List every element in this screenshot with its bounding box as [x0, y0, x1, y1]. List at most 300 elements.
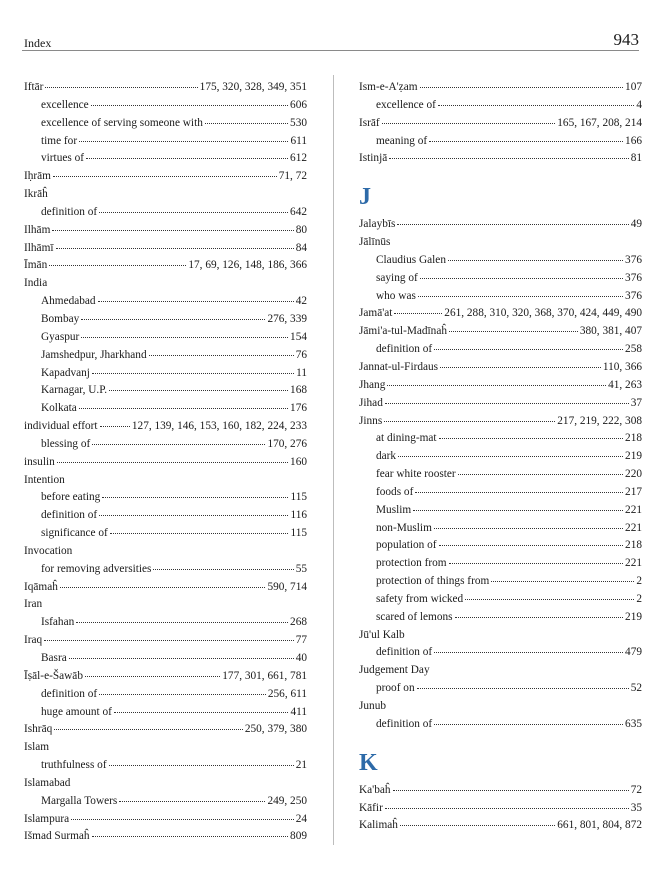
- index-subentry: [359, 502, 642, 520]
- entry-pages: 84: [295, 241, 307, 254]
- index-subentry: [359, 97, 642, 115]
- entry-term: insulin: [24, 455, 55, 468]
- dot-leader: [79, 408, 288, 409]
- entry-pages: 24: [295, 812, 307, 825]
- index-entry: [24, 275, 307, 293]
- entry-pages: 380, 381, 407: [579, 325, 642, 338]
- dot-leader: [389, 158, 628, 159]
- entry-term: Islamabad: [24, 776, 71, 789]
- entry-pages: 2: [636, 592, 642, 605]
- index-entry: [24, 79, 307, 97]
- entry-pages: 809: [290, 830, 307, 843]
- entry-term: huge amount of: [41, 705, 112, 718]
- entry-pages: 127, 139, 146, 153, 160, 182, 224, 233: [131, 420, 307, 433]
- entry-term: Kalimaĥ: [359, 819, 398, 832]
- dot-leader: [385, 808, 629, 809]
- index-subentry: [24, 686, 307, 704]
- entry-term: Ka'baĥ: [359, 783, 391, 796]
- entry-pages: 35: [630, 801, 642, 814]
- entry-term: non-Muslim: [376, 521, 432, 534]
- entry-pages: 376: [625, 271, 642, 284]
- index-subentry: [359, 680, 642, 698]
- entry-pages: 52: [630, 682, 642, 695]
- dot-leader: [119, 801, 265, 802]
- entry-pages: 4: [636, 98, 642, 111]
- index-subentry: [359, 341, 642, 359]
- dot-leader: [400, 825, 555, 826]
- index-entry: [359, 395, 642, 413]
- index-entry: [24, 579, 307, 597]
- entry-term: virtues of: [41, 152, 84, 165]
- entry-pages: 11: [296, 366, 307, 379]
- dot-leader: [45, 87, 197, 88]
- dot-leader: [418, 296, 623, 297]
- index-subentry: [24, 133, 307, 151]
- entry-pages: 217: [625, 485, 642, 498]
- entry-pages: 221: [625, 503, 642, 516]
- dot-leader: [92, 444, 265, 445]
- index-entry: [359, 817, 642, 835]
- entry-pages: 165, 167, 208, 214: [557, 116, 642, 129]
- index-entry: [24, 472, 307, 490]
- index-column-left: [24, 79, 307, 846]
- entry-pages: 249, 250: [267, 794, 307, 807]
- index-entry: [359, 359, 642, 377]
- index-entry: [24, 632, 307, 650]
- entry-term: Margalla Towers: [41, 794, 118, 807]
- dot-leader: [109, 390, 288, 391]
- dot-leader: [44, 640, 294, 641]
- entry-pages: 217, 219, 222, 308: [557, 414, 642, 427]
- index-subentry: [24, 561, 307, 579]
- index-subentry: [24, 650, 307, 668]
- index-entry: [24, 168, 307, 186]
- dot-leader: [54, 729, 243, 730]
- index-entry: [24, 721, 307, 739]
- entry-term: protection from: [376, 557, 447, 570]
- dot-leader: [491, 581, 634, 582]
- entry-term: Iftār: [24, 81, 44, 93]
- entry-term: proof on: [376, 682, 415, 695]
- entry-pages: 661, 801, 804, 872: [557, 819, 642, 832]
- entry-pages: 218: [625, 432, 642, 445]
- dot-leader: [398, 456, 623, 457]
- entry-pages: 116: [290, 509, 307, 522]
- entry-term: Judgement Day: [359, 664, 430, 677]
- entry-term: scared of lemons: [376, 610, 453, 623]
- dot-leader: [434, 724, 623, 725]
- index-entry: [359, 79, 642, 97]
- dot-leader: [455, 617, 624, 618]
- dot-leader: [420, 278, 623, 279]
- dot-leader: [114, 712, 289, 713]
- entry-term: safety from wicked: [376, 592, 464, 605]
- entry-pages: 479: [625, 646, 642, 659]
- entry-term: population of: [376, 539, 437, 552]
- entry-term: Ahmedabad: [41, 295, 96, 308]
- entry-pages: 261, 288, 310, 320, 368, 370, 424, 449, 490: [444, 307, 642, 320]
- index-entry: [359, 627, 642, 645]
- dot-leader: [384, 421, 555, 422]
- dot-leader: [434, 528, 623, 529]
- entry-pages: 42: [295, 295, 307, 308]
- index-subentry: [359, 288, 642, 306]
- entry-pages: 72: [630, 783, 642, 796]
- dot-leader: [53, 176, 277, 177]
- index-column-right: [359, 79, 642, 835]
- dot-leader: [387, 385, 606, 386]
- dot-leader: [397, 224, 628, 225]
- index-subentry: [359, 270, 642, 288]
- entry-pages: 80: [295, 223, 307, 236]
- index-entry: [359, 305, 642, 323]
- index-subentry: [24, 525, 307, 543]
- entry-term: Iran: [24, 598, 43, 611]
- index-entry: [24, 257, 307, 275]
- index-subentry: [24, 204, 307, 222]
- index-subentry: [24, 347, 307, 365]
- index-subentry: [24, 757, 307, 775]
- index-subentry: [24, 489, 307, 507]
- dot-leader: [439, 545, 623, 546]
- entry-term: Gyaspur: [41, 330, 80, 343]
- index-entry: [359, 115, 642, 133]
- index-subentry: [24, 329, 307, 347]
- index-entry: [359, 216, 642, 234]
- entry-term: time for: [41, 134, 78, 147]
- entry-pages: 176: [290, 402, 307, 415]
- entry-term: Jinns: [359, 414, 383, 427]
- entry-pages: 221: [625, 557, 642, 570]
- entry-pages: 168: [290, 384, 307, 397]
- dot-leader: [81, 319, 265, 320]
- dot-leader: [102, 497, 288, 498]
- entry-term: Invocation: [24, 544, 73, 557]
- dot-leader: [92, 373, 294, 374]
- entry-term: excellence of: [376, 98, 436, 111]
- entry-pages: 41, 263: [608, 378, 642, 391]
- index-entry: [24, 454, 307, 472]
- index-subentry: [24, 614, 307, 632]
- entry-pages: 276, 339: [267, 312, 307, 325]
- dot-leader: [449, 563, 623, 564]
- entry-term: Claudius Galen: [376, 253, 446, 266]
- entry-term: Islampura: [24, 812, 70, 825]
- dot-leader: [79, 141, 288, 142]
- entry-term: Jhang: [359, 378, 386, 391]
- entry-pages: 218: [625, 539, 642, 552]
- column-divider: [333, 75, 334, 845]
- index-entry: [24, 222, 307, 240]
- entry-pages: 115: [290, 527, 307, 540]
- entry-term: Muslim: [376, 503, 412, 516]
- entry-pages: 2: [636, 575, 642, 588]
- index-subentry: [359, 644, 642, 662]
- entry-pages: 71, 72: [278, 170, 307, 183]
- index-subentry: [359, 252, 642, 270]
- dot-leader: [438, 105, 634, 106]
- entry-term: Išmad Surmaĥ: [24, 830, 90, 843]
- entry-pages: 612: [290, 152, 307, 165]
- entry-term: Isrāf: [359, 116, 380, 129]
- entry-term: Isfahan: [41, 616, 75, 629]
- entry-pages: 530: [290, 116, 307, 129]
- entry-term: foods of: [376, 485, 414, 498]
- dot-leader: [98, 301, 294, 302]
- dot-leader: [434, 349, 623, 350]
- index-entry: [24, 596, 307, 614]
- entry-term: fear white rooster: [376, 468, 456, 481]
- dot-leader: [153, 569, 293, 570]
- index-subentry: [359, 609, 642, 627]
- index-subentry: [24, 400, 307, 418]
- entry-term: Intention: [24, 473, 65, 486]
- entry-term: definition of: [41, 509, 98, 522]
- index-entry: [359, 662, 642, 680]
- entry-term: definition of: [376, 717, 433, 730]
- entry-term: Istinjā: [359, 152, 388, 165]
- entry-term: Iḥrām: [24, 170, 51, 183]
- index-subentry: [24, 115, 307, 133]
- dot-leader: [429, 141, 623, 142]
- index-entry: [24, 828, 307, 846]
- entry-pages: 40: [295, 652, 307, 664]
- index-subentry: [359, 133, 642, 151]
- page-number: 943: [613, 30, 639, 49]
- entry-term: individual effort: [24, 420, 98, 433]
- dot-leader: [99, 212, 288, 213]
- entry-pages: 166: [625, 134, 642, 147]
- index-entry: [24, 418, 307, 436]
- entry-term: protection of things from: [376, 575, 490, 588]
- entry-term: Jū'ul Kalb: [359, 628, 405, 641]
- entry-term: Junub: [359, 700, 386, 712]
- dot-leader: [149, 355, 294, 356]
- entry-term: Iqāmaĥ: [24, 580, 58, 593]
- index-subentry: [24, 793, 307, 811]
- entry-term: Ilhām: [24, 223, 51, 236]
- entry-term: Iraq: [24, 634, 43, 647]
- entry-term: Ishrāq: [24, 723, 53, 736]
- index-entry: [359, 800, 642, 818]
- index-entry: [359, 377, 642, 395]
- index-entry: [359, 698, 642, 716]
- running-head-title: Index: [24, 36, 52, 50]
- index-subentry: [24, 150, 307, 168]
- entry-pages: 77: [295, 634, 307, 647]
- entry-term: Basra: [41, 652, 67, 664]
- index-subentry: [359, 573, 642, 591]
- entry-pages: 220: [625, 468, 642, 481]
- dot-leader: [69, 658, 294, 659]
- dot-leader: [109, 765, 294, 766]
- dot-leader: [99, 515, 288, 516]
- entry-term: Jamshedpur, Jharkhand: [41, 348, 147, 361]
- index-subentry: [359, 430, 642, 448]
- entry-term: Bombay: [41, 312, 80, 325]
- entry-pages: 76: [295, 348, 307, 361]
- entry-term: Jihad: [359, 396, 383, 409]
- entry-term: definition of: [376, 343, 433, 356]
- dot-leader: [57, 462, 288, 463]
- entry-term: Islam: [24, 741, 50, 754]
- dot-leader: [205, 123, 288, 124]
- index-entry: [24, 543, 307, 561]
- entry-term: Īṣāl-e-Šawāb: [24, 669, 83, 682]
- dot-leader: [393, 790, 629, 791]
- entry-term: Jamā'at: [359, 307, 393, 320]
- dot-leader: [415, 492, 623, 493]
- entry-pages: 606: [290, 98, 307, 111]
- index-subentry: [359, 591, 642, 609]
- entry-term: Īmān: [24, 259, 48, 272]
- entry-term: definition of: [376, 646, 433, 659]
- entry-pages: 21: [295, 759, 307, 772]
- entry-term: truthfulness of: [41, 759, 107, 772]
- index-entry: [359, 234, 642, 252]
- dot-leader: [110, 533, 289, 534]
- entry-pages: 250, 379, 380: [244, 723, 307, 736]
- index-entry: [24, 739, 307, 757]
- entry-term: at dining-mat: [376, 432, 437, 445]
- entry-term: Karnagar, U.P.: [41, 384, 108, 397]
- index-entry: [24, 775, 307, 793]
- index-subentry: [359, 448, 642, 466]
- dot-leader: [417, 688, 629, 689]
- index-subentry: [359, 466, 642, 484]
- dot-leader: [60, 587, 266, 588]
- entry-pages: 37: [630, 396, 642, 409]
- index-subentry: [24, 382, 307, 400]
- entry-term: for removing adversities: [41, 562, 152, 575]
- entry-term: Kāfir: [359, 801, 383, 814]
- dot-leader: [85, 676, 220, 677]
- entry-pages: 642: [290, 205, 307, 218]
- entry-pages: 268: [290, 616, 307, 629]
- dot-leader: [465, 599, 634, 600]
- entry-term: Jalaybīs: [359, 218, 396, 231]
- dot-leader: [49, 265, 186, 266]
- dot-leader: [420, 87, 624, 88]
- entry-term: definition of: [41, 205, 98, 218]
- entry-pages: 160: [290, 455, 307, 468]
- dot-leader: [458, 474, 623, 475]
- index-subentry: [359, 537, 642, 555]
- entry-term: dark: [376, 450, 397, 463]
- dot-leader: [92, 836, 288, 837]
- entry-term: India: [24, 277, 48, 290]
- dot-leader: [385, 403, 629, 404]
- entry-term: excellence of serving someone with: [41, 116, 203, 129]
- entry-pages: 611: [290, 134, 307, 147]
- entry-pages: 258: [625, 343, 642, 356]
- index-subentry: [24, 293, 307, 311]
- entry-term: before eating: [41, 491, 101, 504]
- entry-pages: 110, 366: [602, 360, 642, 373]
- entry-term: Ilhāmī: [24, 241, 54, 254]
- dot-leader: [91, 105, 288, 106]
- index-subentry: [359, 484, 642, 502]
- section-letter: J: [359, 184, 371, 211]
- entry-term: Jāmi'a-tul-Madīnaĥ: [359, 325, 447, 338]
- entry-pages: 49: [630, 218, 642, 231]
- entry-term: definition of: [41, 687, 98, 700]
- entry-term: saying of: [376, 271, 418, 284]
- page-header: [22, 28, 639, 51]
- entry-term: significance of: [41, 527, 108, 540]
- index-subentry: [24, 507, 307, 525]
- entry-term: Jannat-ul-Firdaus: [359, 360, 439, 373]
- entry-term: blessing of: [41, 437, 91, 450]
- entry-pages: 590, 714: [267, 580, 307, 593]
- index-subentry: [359, 555, 642, 573]
- index-entry: [359, 413, 642, 431]
- dot-leader: [382, 123, 556, 124]
- dot-leader: [76, 622, 288, 623]
- entry-term: Jālīnūs: [359, 236, 391, 249]
- entry-pages: 107: [625, 81, 642, 93]
- entry-pages: 55: [295, 562, 307, 575]
- index-entry: [359, 782, 642, 800]
- entry-pages: 170, 276: [267, 437, 307, 450]
- entry-pages: 175, 320, 328, 349, 351: [199, 81, 307, 93]
- dot-leader: [52, 230, 293, 231]
- entry-pages: 177, 301, 661, 781: [222, 669, 307, 682]
- dot-leader: [81, 337, 288, 338]
- entry-term: who was: [376, 289, 416, 302]
- dot-leader: [100, 426, 130, 427]
- dot-leader: [56, 248, 294, 249]
- index-entry: [24, 240, 307, 258]
- dot-leader: [71, 819, 294, 820]
- entry-pages: 256, 611: [267, 687, 307, 700]
- entry-pages: 376: [625, 289, 642, 302]
- entry-pages: 81: [630, 152, 642, 165]
- entry-pages: 635: [625, 717, 642, 730]
- entry-term: Ism-e-A'ẓam: [359, 81, 418, 93]
- entry-pages: 154: [290, 330, 307, 343]
- index-subentry: [359, 716, 642, 734]
- dot-leader: [449, 331, 578, 332]
- dot-leader: [434, 652, 623, 653]
- dot-leader: [413, 510, 623, 511]
- dot-leader: [99, 694, 266, 695]
- index-subentry: [359, 520, 642, 538]
- entry-pages: 411: [290, 705, 307, 718]
- index-subentry: [24, 436, 307, 454]
- section-letter: K: [359, 749, 378, 776]
- index-subentry: [24, 365, 307, 383]
- entry-term: Ikrāĥ: [24, 188, 48, 201]
- index-subentry: [24, 704, 307, 722]
- entry-term: Kolkata: [41, 402, 77, 415]
- index-entry: [24, 811, 307, 829]
- entry-pages: 376: [625, 253, 642, 266]
- entry-pages: 219: [625, 450, 642, 463]
- entry-pages: 17, 69, 126, 148, 186, 366: [188, 259, 307, 272]
- entry-term: Kapadvanj: [41, 366, 90, 379]
- index-entry: [359, 323, 642, 341]
- entry-term: excellence: [41, 98, 89, 111]
- entry-pages: 221: [625, 521, 642, 534]
- entry-term: meaning of: [376, 134, 428, 147]
- dot-leader: [86, 158, 288, 159]
- dot-leader: [448, 260, 623, 261]
- index-entry: [24, 668, 307, 686]
- entry-pages: 115: [290, 491, 307, 504]
- index-subentry: [24, 97, 307, 115]
- index-entry: [24, 186, 307, 204]
